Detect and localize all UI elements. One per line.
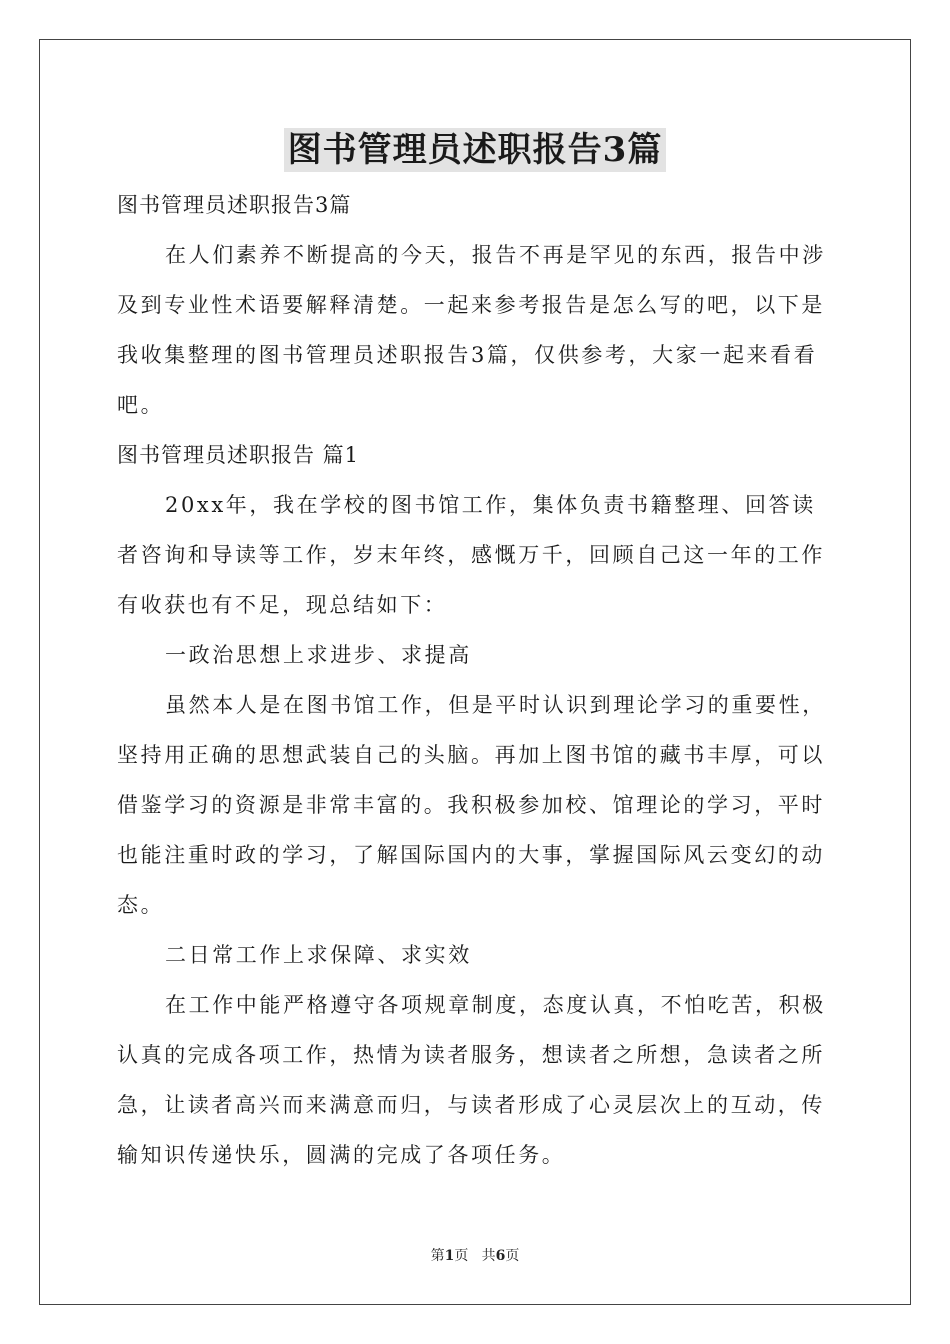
page-suffix: 页 [454, 1248, 469, 1264]
paragraph-daily-work: 在工作中能严格遵守各项规章制度，态度认真，不怕吃苦，积极认真的完成各项工作，热情为读者服务，想读者之所想，急读者之所急，让读者高兴而来满意而归，与读者形成了心灵层次上的互动，传输知识传递快乐，圆满的完成了各项任务。 [117, 993, 826, 1167]
section-heading-1: 图书管理员述职报告 篇1 [117, 443, 360, 467]
document-body [117, 180, 837, 1180]
paragraph-subtitle: 图书管理员述职报告3篇 [117, 193, 352, 217]
subheading-daily-work: 二日常工作上求保障、求实效 [165, 943, 472, 967]
total-pages: 6 [495, 1248, 506, 1264]
document-title: 图书管理员述职报告3篇 [284, 128, 667, 172]
page-number: 1 [444, 1248, 455, 1264]
total-suffix: 页 [505, 1248, 520, 1264]
title-container [0, 128, 950, 172]
paragraph-summary: 20xx年，我在学校的图书馆工作，集体负责书籍整理、回答读者咨询和导读等工作，岁末年终，感慨万千，回顾自己这一年的工作有收获也有不足，现总结如下： [117, 493, 825, 617]
subheading-politics: 一政治思想上求进步、求提高 [165, 643, 472, 667]
paragraph-politics: 虽然本人是在图书馆工作，但是平时认识到理论学习的重要性，坚持用正确的思想武装自己的头脑。再加上图书馆的藏书丰厚，可以借鉴学习的资源是非常丰富的。我积极参加校、馆理论的学习，平时也能注重时政的学习，了解国际国内的大事，掌握国际风云变幻的动态。 [117, 693, 826, 917]
total-prefix: 共 [481, 1248, 496, 1264]
paragraph-intro: 在人们素养不断提高的今天，报告不再是罕见的东西，报告中涉及到专业性术语要解释清楚。一起来参考报告是怎么写的吧，以下是我收集整理的图书管理员述职报告3篇，仅供参考，大家一起来看看吧。 [117, 243, 826, 417]
page-prefix: 第 [430, 1248, 445, 1264]
page-footer [0, 1245, 950, 1265]
